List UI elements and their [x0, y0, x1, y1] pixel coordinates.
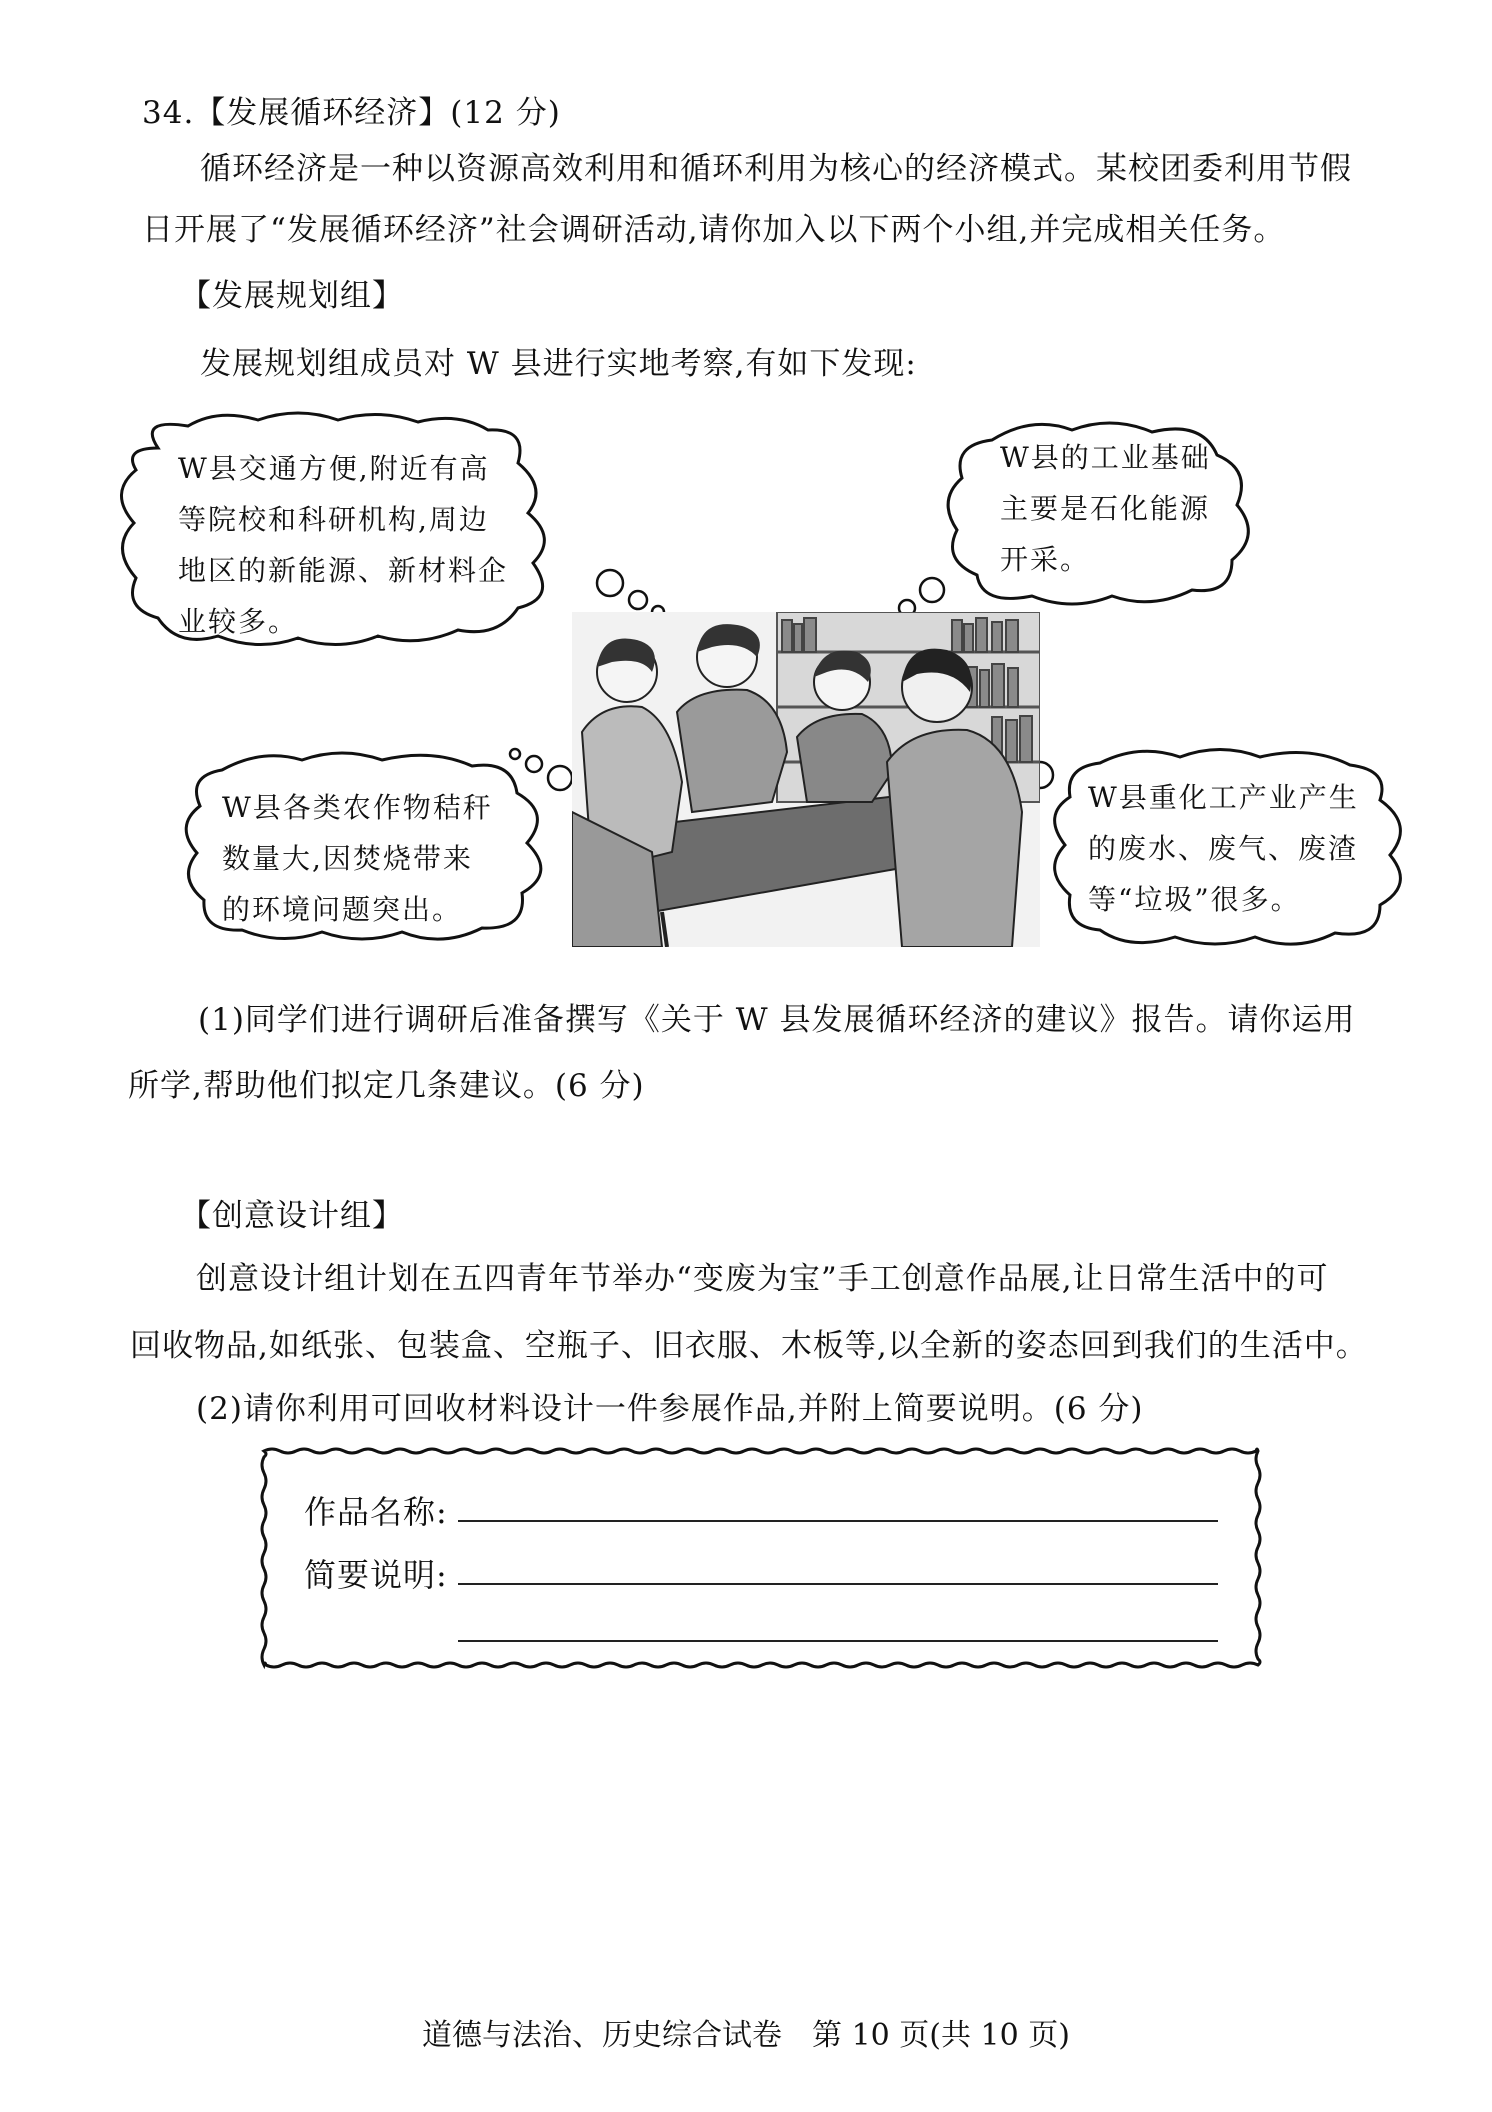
bubble-2-line-3: 开采。 — [1000, 543, 1091, 576]
group2-intro-line1: 创意设计组计划在五四青年节举办“变废为宝”手工创意作品展,让日常生活中的可 — [196, 1261, 1329, 1297]
bubble-2-line-1: W县的工业基础 — [1000, 441, 1211, 474]
task1-line1: (1)同学们进行调研后准备撰写《关于 W 县发展循环经济的建议》报告。请你运用 — [198, 1002, 1356, 1038]
bubble-3-line-1: W县各类农作物秸秆 — [222, 791, 493, 824]
brief-description-line-1[interactable] — [458, 1583, 1218, 1585]
bubble-4-line-2: 的废水、废气、废渣 — [1088, 832, 1359, 865]
bubble-1-line-2: 等院校和科研机构,周边 — [178, 503, 489, 536]
work-name-label: 作品名称: — [304, 1493, 448, 1531]
bubble-3-line-3: 的环境问题突出。 — [222, 893, 463, 926]
bubble-1-line-1: W县交通方便,附近有高 — [178, 452, 490, 485]
question-header: 34.【发展循环经济】(12 分) — [142, 95, 561, 131]
bubble-4-line-1: W县重化工产业产生 — [1088, 781, 1359, 814]
brief-description-line-2[interactable] — [458, 1640, 1218, 1642]
question-intro-line2: 日开展了“发展循环经济”社会调研活动,请你加入以下两个小组,并完成相关任务。 — [142, 212, 1286, 248]
bubble-1-line-3: 地区的新能源、新材料企 — [178, 554, 509, 587]
work-name-line[interactable] — [458, 1520, 1218, 1522]
group1-title: 【发展规划组】 — [180, 278, 404, 314]
group2-title: 【创意设计组】 — [180, 1198, 404, 1234]
question-intro-line1: 循环经济是一种以资源高效利用和循环利用为核心的经济模式。某校团委利用节假 — [200, 151, 1352, 187]
students-discussion-illustration — [572, 612, 1040, 947]
brief-description-label: 简要说明: — [304, 1556, 448, 1594]
task1-line2: 所学,帮助他们拟定几条建议。(6 分) — [128, 1068, 645, 1104]
page-footer: 道德与法治、历史综合试卷 第 10 页(共 10 页) — [422, 2018, 1070, 2053]
bubble-2-line-2: 主要是石化能源 — [1000, 492, 1211, 525]
task2: (2)请你利用可回收材料设计一件参展作品,并附上简要说明。(6 分) — [196, 1391, 1144, 1427]
group1-intro: 发展规划组成员对 W 县进行实地考察,有如下发现: — [200, 346, 917, 382]
group2-intro-line2: 回收物品,如纸张、包装盒、空瓶子、旧衣服、木板等,以全新的姿态回到我们的生活中。 — [130, 1328, 1368, 1364]
bubble-1-line-4: 业较多。 — [178, 605, 299, 638]
bubble-4-line-3: 等“垃圾”很多。 — [1088, 883, 1301, 916]
bubble-3-line-2: 数量大,因焚烧带来 — [222, 842, 473, 875]
